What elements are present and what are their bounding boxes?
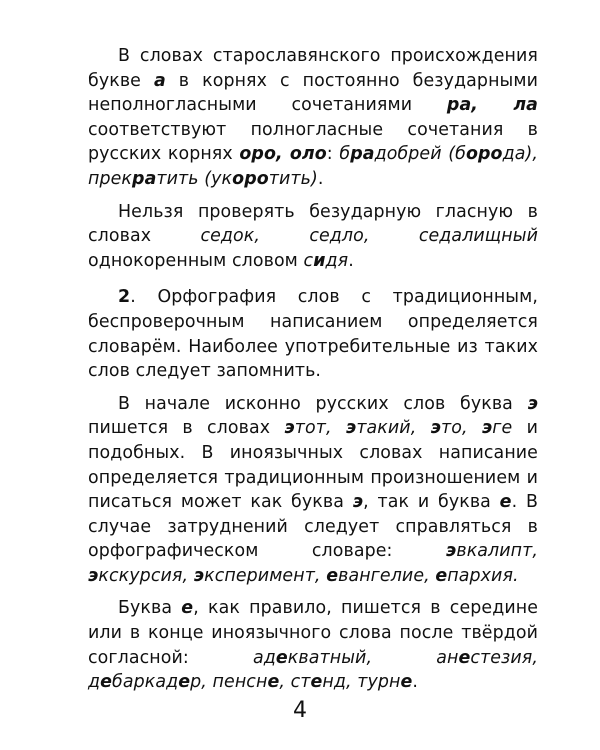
text-segment: то, xyxy=(441,418,482,439)
page-number: 4 xyxy=(293,698,307,723)
text-segment: . В случае затруднений следует справляться в орфографическом словаре: xyxy=(88,492,538,562)
text-segment: дя xyxy=(325,250,349,271)
text-segment: : xyxy=(326,144,340,165)
text-segment: стезия, д xyxy=(88,647,538,693)
text-segment: пишется в словах xyxy=(88,418,285,439)
text-segment: Буква xyxy=(118,598,182,619)
text-segment: , как правило, пишется в середине или в конце иноязычного слова после твёрдой согласной: xyxy=(88,598,538,668)
paragraph-4 xyxy=(88,392,538,589)
text-segment: а xyxy=(153,70,166,91)
paragraph-1 xyxy=(88,44,538,192)
text-segment: э xyxy=(193,565,205,586)
text-segment: . xyxy=(348,250,354,271)
text-segment: э xyxy=(88,565,99,586)
text-body xyxy=(88,44,538,695)
paragraph-2 xyxy=(88,200,538,274)
text-segment: е xyxy=(326,565,339,586)
text-segment: вангелие, xyxy=(338,565,436,586)
text-segment: да), прек xyxy=(88,144,539,189)
text-segment: е xyxy=(100,672,113,693)
text-segment: такий, xyxy=(356,418,431,439)
paragraph-3 xyxy=(88,285,538,383)
text-segment: э xyxy=(527,393,538,414)
text-segment: р, пенсн xyxy=(190,672,268,693)
text-segment: ра xyxy=(350,144,375,165)
text-segment: и xyxy=(313,250,326,271)
text-segment: е xyxy=(458,647,471,668)
text-segment: . xyxy=(412,672,419,693)
text-segment: в корнях с постоянно безударными неполногласными сочетаниями xyxy=(88,70,538,116)
text-segment: 2 xyxy=(118,287,131,308)
text-segment: и подобных. В иноязычных словах написание определяется традиционным произношением и писаться может как буква xyxy=(88,418,538,513)
text-segment: пархия. xyxy=(447,565,519,586)
text-segment: ад xyxy=(253,647,276,668)
text-segment: е xyxy=(400,672,413,693)
text-segment: седок, седло, седалищный xyxy=(200,226,538,247)
text-segment: баркад xyxy=(112,672,179,693)
text-segment: э xyxy=(430,418,442,439)
text-segment: Нельзя проверять безударную гласную в словах xyxy=(88,201,538,247)
text-segment: ра xyxy=(132,168,157,189)
text-segment: ксперимент, xyxy=(204,565,327,586)
text-segment: оро, оло xyxy=(239,144,327,165)
text-segment: добрей (б xyxy=(374,144,466,165)
paragraph-5 xyxy=(88,596,538,694)
text-segment: с xyxy=(303,250,314,271)
text-segment: тот, xyxy=(294,418,346,439)
text-segment: В начале исконно русских слов буква xyxy=(118,393,528,414)
text-segment: е xyxy=(275,647,288,668)
text-segment: . xyxy=(317,168,324,189)
text-segment: , так и буква xyxy=(363,492,500,513)
text-segment: кватный, ан xyxy=(287,647,459,668)
text-segment: б xyxy=(339,144,351,165)
text-segment: е xyxy=(499,492,512,513)
text-segment: э xyxy=(352,492,364,513)
text-segment: ге xyxy=(492,418,513,439)
text-segment: э xyxy=(284,418,295,439)
text-segment: е xyxy=(181,598,194,619)
text-segment: тить (ук xyxy=(156,168,233,189)
text-segment: е xyxy=(435,565,448,586)
text-segment: е xyxy=(267,672,280,693)
text-segment: оро xyxy=(232,168,269,189)
text-segment: , ст xyxy=(279,672,311,693)
text-segment: . Орфография слов с традиционным, беспроверочным написанием определяется словарём. Наиболее употребительные из таких слов следует запомнить. xyxy=(88,287,538,382)
text-segment: э xyxy=(345,418,357,439)
text-segment: В словах старославянского происхождения букве xyxy=(88,46,538,91)
text-segment: нд, турн xyxy=(322,672,401,693)
text-segment: э xyxy=(481,418,493,439)
text-segment: кскурсия, xyxy=(98,565,194,586)
text-segment: однокоренным словом xyxy=(88,250,304,271)
text-segment: ра, ла xyxy=(446,95,538,116)
text-segment: вкалипт, xyxy=(456,541,538,562)
text-segment: е xyxy=(310,672,323,693)
text-segment: тить) xyxy=(268,168,318,189)
text-segment: оро xyxy=(465,144,503,165)
text-segment: соответствуют полногласные сочетания в русских корнях xyxy=(88,119,538,165)
text-segment: э xyxy=(445,541,457,562)
text-segment: е xyxy=(178,672,191,693)
